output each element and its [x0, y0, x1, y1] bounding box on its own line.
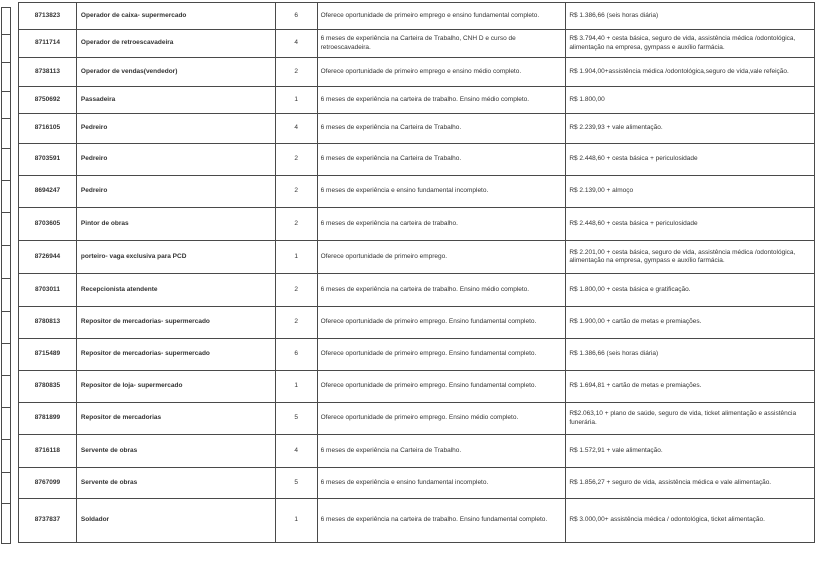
cell-salary: R$ 1.856,27 + seguro de vida, assistência médica e vale alimentação. — [565, 468, 814, 498]
cell-salary: R$ 3.794,40 + cesta básica, seguro de vida, assistência médica /odontológica, alimentação na empresa, gympass e auxílio farmácia. — [565, 30, 814, 57]
cell-requirements: 6 meses de experiência na Carteira de Trabalho, CNH D e curso de retroescavadeira. — [317, 30, 566, 57]
table-row — [18, 176, 815, 208]
cell-vacancy-id: 8781899 — [18, 403, 76, 434]
cell-job-title: Repositor de mercadorias- supermercado — [76, 339, 275, 370]
left-margin-cell — [2, 149, 10, 181]
table-row — [18, 3, 815, 30]
left-margin-cell — [2, 8, 10, 35]
cell-salary: R$ 1.572,91 + vale alimentação. — [565, 435, 814, 467]
cell-salary: R$ 1.800,00 — [565, 87, 814, 113]
cell-vacancy-id: 8711714 — [18, 30, 76, 57]
cell-job-title: Repositor de mercadorias- supermercado — [76, 307, 275, 338]
cell-requirements: 6 meses de experiência na carteira de trabalho. Ensino médio completo. — [317, 274, 566, 306]
left-margin-column — [1, 7, 11, 544]
left-margin-cell — [2, 312, 10, 344]
left-margin-cell — [2, 279, 10, 312]
left-margin-cell — [2, 92, 10, 119]
cell-vacancy-id: 8738113 — [18, 58, 76, 86]
cell-vacancy-id: 8703605 — [18, 208, 76, 240]
table-row — [18, 87, 815, 114]
cell-vacancy-id: 8716105 — [18, 114, 76, 143]
cell-salary: R$ 1.694,81 + cartão de metas e premiações. — [565, 371, 814, 402]
left-margin-cell — [2, 504, 10, 544]
left-margin-cell — [2, 246, 10, 279]
table-row — [18, 339, 815, 371]
cell-job-title: Servente de obras — [76, 468, 275, 498]
left-margin-cell — [2, 181, 10, 213]
left-margin-cell — [2, 213, 10, 246]
left-margin-cell — [2, 344, 10, 376]
cell-salary: R$ 1.800,00 + cesta básica e gratificação. — [565, 274, 814, 306]
cell-salary: R$ 2.139,00 + almoço — [565, 176, 814, 207]
cell-vacancy-id: 8694247 — [18, 176, 76, 207]
cell-quantity: 6 — [275, 3, 317, 29]
cell-job-title: Repositor de mercadorias — [76, 403, 275, 434]
cell-job-title: Operador de vendas(vendedor) — [76, 58, 275, 86]
vacancies-table — [18, 2, 815, 543]
cell-requirements: Oferece oportunidade de primeiro emprego. Ensino fundamental completo. — [317, 339, 566, 370]
cell-quantity: 4 — [275, 30, 317, 57]
cell-job-title: Servente de obras — [76, 435, 275, 467]
cell-job-title: Soldador — [76, 499, 275, 542]
cell-salary: R$ 2.239,93 + vale alimentação. — [565, 114, 814, 143]
table-row — [18, 468, 815, 499]
cell-job-title: Repositor de loja- supermercado — [76, 371, 275, 402]
cell-requirements: 6 meses de experiência na Carteira de Trabalho. — [317, 114, 566, 143]
cell-vacancy-id: 8737837 — [18, 499, 76, 542]
left-margin-cell — [2, 119, 10, 149]
cell-quantity: 4 — [275, 114, 317, 143]
cell-job-title: Pintor de obras — [76, 208, 275, 240]
cell-quantity: 6 — [275, 339, 317, 370]
left-margin-cell — [2, 408, 10, 440]
cell-job-title: porteiro- vaga exclusiva para PCD — [76, 241, 275, 273]
table-row — [18, 144, 815, 176]
cell-salary: R$ 1.386,66 (seis horas diária) — [565, 339, 814, 370]
cell-quantity: 2 — [275, 274, 317, 306]
cell-vacancy-id: 8780835 — [18, 371, 76, 402]
cell-vacancy-id: 8703011 — [18, 274, 76, 306]
left-margin-cell — [2, 63, 10, 92]
cell-requirements: 6 meses de experiência na Carteira de Trabalho. — [317, 144, 566, 175]
cell-job-title: Recepcionista atendente — [76, 274, 275, 306]
cell-vacancy-id: 8767099 — [18, 468, 76, 498]
cell-requirements: 6 meses de experiência na Carteira de Trabalho. — [317, 435, 566, 467]
table-row — [18, 30, 815, 58]
cell-quantity: 1 — [275, 87, 317, 113]
cell-quantity: 2 — [275, 176, 317, 207]
cell-requirements: Oferece oportunidade de primeiro emprego e ensino médio completo. — [317, 58, 566, 86]
cell-job-title: Pedreiro — [76, 176, 275, 207]
cell-quantity: 1 — [275, 241, 317, 273]
cell-requirements: 6 meses de experiência na carteira de trabalho. — [317, 208, 566, 240]
cell-quantity: 5 — [275, 403, 317, 434]
cell-salary: R$ 3.000,00+ assistência médica / odontológica, ticket alimentação. — [565, 499, 814, 542]
cell-quantity: 2 — [275, 307, 317, 338]
cell-quantity: 1 — [275, 371, 317, 402]
cell-requirements: 6 meses de experiência na carteira de trabalho. Ensino fundamental completo. — [317, 499, 566, 542]
table-row — [18, 499, 815, 543]
cell-job-title: Pedreiro — [76, 114, 275, 143]
cell-job-title: Pedreiro — [76, 144, 275, 175]
cell-job-title: Operador de caixa- supermercado — [76, 3, 275, 29]
cell-quantity: 5 — [275, 468, 317, 498]
cell-vacancy-id: 8716118 — [18, 435, 76, 467]
cell-salary: R$ 1.900,00 + cartão de metas e premiações. — [565, 307, 814, 338]
cell-requirements: Oferece oportunidade de primeiro emprego e ensino fundamental completo. — [317, 3, 566, 29]
left-margin-cell — [2, 473, 10, 504]
cell-requirements: Oferece oportunidade de primeiro emprego. Ensino fundamental completo. — [317, 371, 566, 402]
cell-salary: R$2.063,10 + plano de saúde, seguro de vida, ticket alimentação e assistência funerária. — [565, 403, 814, 434]
cell-requirements: Oferece oportunidade de primeiro emprego. Ensino fundamental completo. — [317, 307, 566, 338]
cell-salary: R$ 1.386,66 (seis horas diária) — [565, 3, 814, 29]
cell-job-title: Operador de retroescavadeira — [76, 30, 275, 57]
cell-quantity: 1 — [275, 499, 317, 542]
cell-vacancy-id: 8780813 — [18, 307, 76, 338]
cell-vacancy-id: 8713823 — [18, 3, 76, 29]
cell-vacancy-id: 8726944 — [18, 241, 76, 273]
table-row — [18, 435, 815, 468]
table-row — [18, 403, 815, 435]
cell-requirements: 6 meses de experiência e ensino fundamental incompleto. — [317, 176, 566, 207]
cell-requirements: 6 meses de experiência na carteira de trabalho. Ensino médio completo. — [317, 87, 566, 113]
table-row — [18, 307, 815, 339]
cell-salary: R$ 2.201,00 + cesta básica, seguro de vida, assistência médica /odontológica, alimentação na empresa, gympass e auxílio farmácia. — [565, 241, 814, 273]
table-row — [18, 114, 815, 144]
cell-quantity: 2 — [275, 208, 317, 240]
table-row — [18, 241, 815, 274]
cell-salary: R$ 2.448,60 + cesta básica + periculosidade — [565, 144, 814, 175]
table-row — [18, 208, 815, 241]
cell-quantity: 2 — [275, 144, 317, 175]
cell-vacancy-id: 8703591 — [18, 144, 76, 175]
cell-requirements: Oferece oportunidade de primeiro emprego. Ensino médio completo. — [317, 403, 566, 434]
table-row — [18, 274, 815, 307]
cell-requirements: 6 meses de experiência e ensino fundamental incompleto. — [317, 468, 566, 498]
cell-job-title: Passadeira — [76, 87, 275, 113]
cell-requirements: Oferece oportunidade de primeiro emprego. — [317, 241, 566, 273]
table-row — [18, 58, 815, 87]
cell-quantity: 2 — [275, 58, 317, 86]
cell-quantity: 4 — [275, 435, 317, 467]
table-row — [18, 371, 815, 403]
cell-vacancy-id: 8750692 — [18, 87, 76, 113]
cell-salary: R$ 2.448,60 + cesta básica + periculosidade — [565, 208, 814, 240]
cell-vacancy-id: 8715489 — [18, 339, 76, 370]
left-margin-cell — [2, 376, 10, 408]
cell-salary: R$ 1.904,00+assistência médica /odontológica,seguro de vida,vale refeição. — [565, 58, 814, 86]
left-margin-cell — [2, 440, 10, 473]
left-margin-cell — [2, 35, 10, 63]
